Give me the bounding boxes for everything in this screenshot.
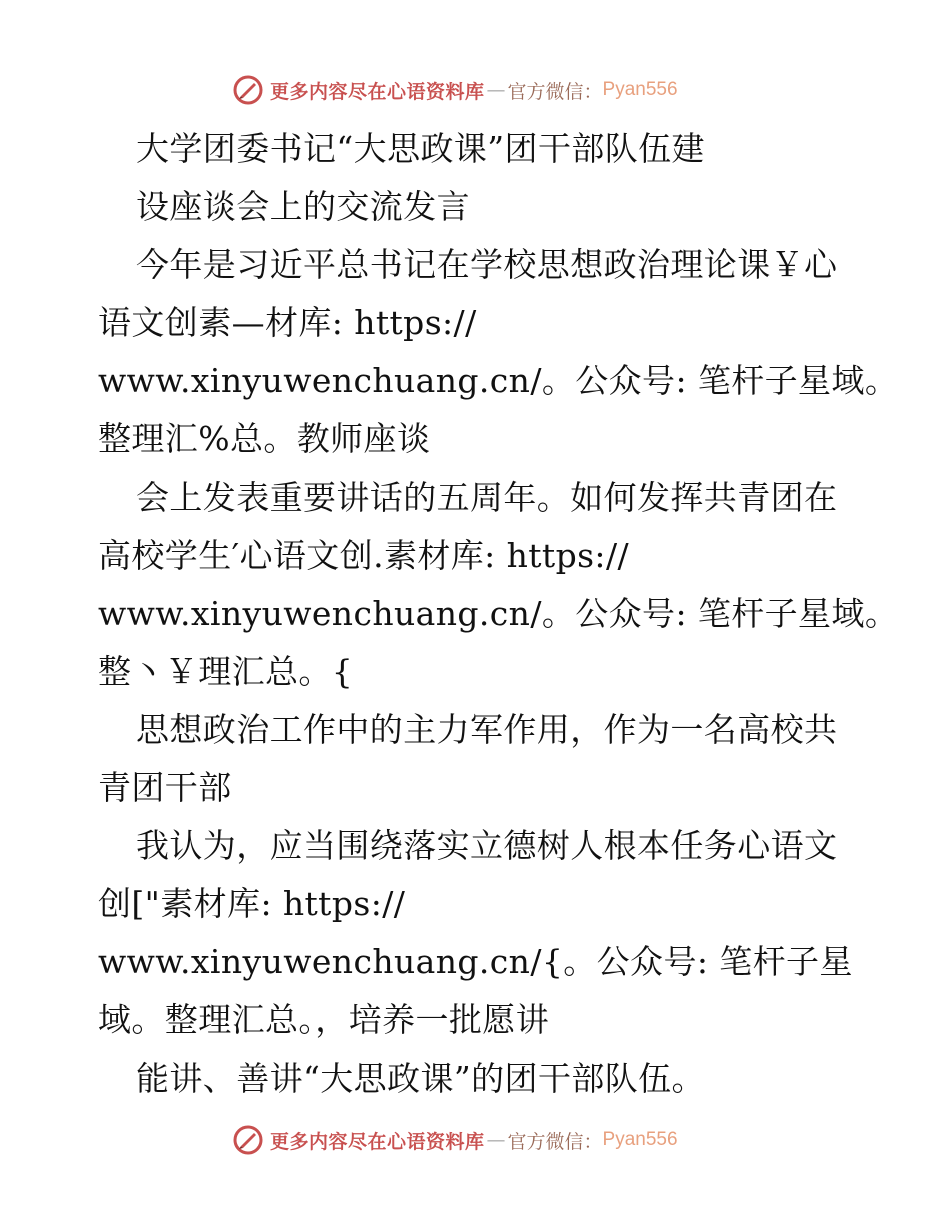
paragraph-line: 青团干部 bbox=[98, 768, 232, 808]
banner-wechat-id: Pyan556 bbox=[602, 79, 678, 100]
banner-wechat-id: Pyan556 bbox=[602, 1129, 678, 1150]
paragraph-line: 会上发表重要讲话的五周年。如何发挥共青团在 bbox=[136, 477, 838, 517]
banner-dash: — bbox=[486, 1129, 506, 1151]
banner-contact-label: 官方微信： bbox=[507, 80, 603, 103]
paragraph-line: www.xinyuwenchuang.cn/。公众号: 笔杆子星域。 bbox=[98, 361, 899, 401]
banner-text: 更多内容尽在心语资料库 bbox=[270, 1130, 485, 1153]
paragraph-line: www.xinyuwenchuang.cn/{。公众号: 笔杆子星 bbox=[98, 942, 853, 982]
header-banner bbox=[232, 72, 678, 108]
banner-dash: — bbox=[486, 79, 506, 101]
paragraph-line: 整丶￥理汇总。{ bbox=[98, 651, 354, 691]
paragraph-line: www.xinyuwenchuang.cn/。公众号: 笔杆子星域。 bbox=[98, 593, 899, 633]
paragraph-line: 今年是习近平总书记在学校思想政治理论课￥心 bbox=[136, 245, 838, 285]
paragraph-line: 域。整理汇总。，培养一批愿讲 bbox=[98, 1000, 550, 1040]
footer-banner bbox=[232, 1122, 678, 1158]
title-line-2: 设座谈会上的交流发言 bbox=[136, 187, 470, 227]
paragraph-line: 语文创素—材库: https:// bbox=[98, 303, 477, 343]
paragraph-line: 思想政治工作中的主力军作用，作为一名高校共 bbox=[136, 709, 838, 749]
document-body bbox=[98, 120, 899, 1108]
paragraph-line: 整理汇%总。教师座谈 bbox=[98, 419, 431, 459]
title-line-1: 大学团委书记“大思政课”团干部队伍建 bbox=[136, 129, 705, 168]
quill-logo-icon bbox=[232, 74, 264, 106]
paragraph-line: 高校学生′心语文创.素材库: https:// bbox=[98, 535, 629, 575]
paragraph-line: 能讲、善讲“大思政课”的团干部队伍。 bbox=[136, 1058, 705, 1098]
paragraph-line: 我认为，应当围绕落实立德树人根本任务心语文 bbox=[136, 826, 838, 866]
banner-contact-label: 官方微信： bbox=[507, 1130, 603, 1153]
paragraph-line: 创["素材库: https:// bbox=[98, 884, 406, 924]
banner-text: 更多内容尽在心语资料库 bbox=[270, 80, 485, 103]
quill-logo-icon bbox=[232, 1124, 264, 1156]
